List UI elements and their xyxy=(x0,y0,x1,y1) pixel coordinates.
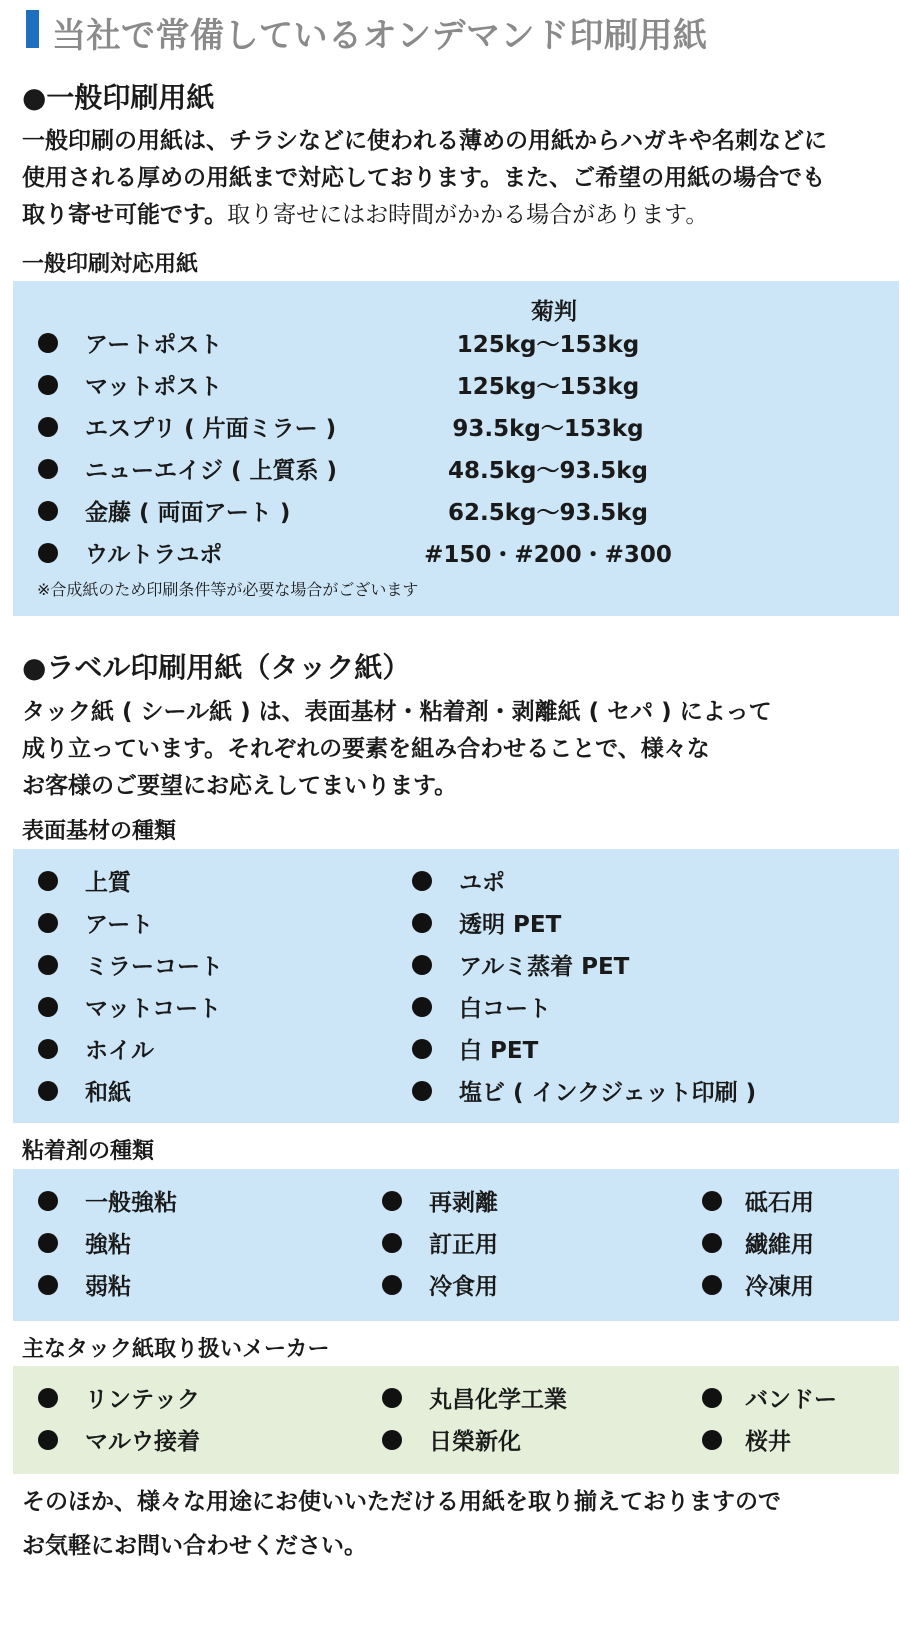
list-item-label: 塩ビ ( インクジェット印刷 ) xyxy=(459,1080,757,1106)
label-para-line-2: 成り立っています。それぞれの要素を組み合わせることで、様々な xyxy=(22,736,710,762)
list-item xyxy=(677,1225,897,1261)
paper-name: ウルトラユポ xyxy=(85,542,223,568)
general-para-line-3 xyxy=(22,197,827,234)
list-item xyxy=(387,1073,887,1109)
bullet-icon xyxy=(38,913,58,933)
bullet-icon xyxy=(412,997,432,1017)
bullet-icon xyxy=(702,1233,722,1253)
base-material-panel xyxy=(13,849,899,1123)
list-item-label: 冷食用 xyxy=(429,1274,498,1300)
paper-weight: 62.5kg〜93.5kg xyxy=(447,500,648,526)
list-item-label: 白コート xyxy=(459,996,551,1022)
list-item-label: マットコート xyxy=(85,996,222,1022)
paper-row xyxy=(13,493,899,529)
closing-line-2: お気軽にお問い合わせください。 xyxy=(22,1533,367,1559)
closing-line-1: そのほか、様々な用途にお使いいただける用紙を取り揃えておりますので xyxy=(22,1489,781,1515)
list-item-label: リンテック xyxy=(85,1387,200,1413)
bullet-icon xyxy=(382,1233,402,1253)
list-item-label: ミラーコート xyxy=(85,954,223,980)
bullet-icon xyxy=(38,955,58,975)
bullet-icon xyxy=(702,1388,722,1408)
bullet-icon xyxy=(412,871,432,891)
bullet-icon xyxy=(38,1039,58,1059)
bullet-icon xyxy=(38,1275,58,1295)
list-item-label: アルミ蒸着 PET xyxy=(459,954,630,980)
list-item-label: ホイル xyxy=(85,1038,154,1064)
paper-weight: 48.5kg〜93.5kg xyxy=(447,458,648,484)
list-item xyxy=(13,1422,343,1458)
bullet-icon xyxy=(702,1430,722,1450)
title-accent-bar xyxy=(26,10,39,48)
list-item-label: 丸昌化学工業 xyxy=(429,1387,567,1413)
label-paragraph xyxy=(22,694,772,805)
list-item-label: 白 PET xyxy=(459,1038,539,1064)
list-item-label: 砥石用 xyxy=(745,1190,814,1216)
list-item xyxy=(387,989,887,1025)
paper-row xyxy=(13,451,899,487)
general-para-line-2: 使用される厚めの用紙まで対応しております。また、ご希望の用紙の場合でも xyxy=(22,165,826,191)
paper-row xyxy=(13,367,899,403)
paper-weight: 125kg〜153kg xyxy=(456,332,640,358)
general-heading: ●一般印刷用紙 xyxy=(22,81,215,114)
bullet-icon xyxy=(38,375,58,395)
list-item xyxy=(357,1380,657,1416)
bullet-icon xyxy=(382,1191,402,1211)
base-material-title: 表面基材の種類 xyxy=(22,819,177,844)
list-item xyxy=(677,1183,897,1219)
list-item xyxy=(13,1183,343,1219)
list-item-label: 上質 xyxy=(85,870,131,896)
list-item xyxy=(387,863,887,899)
bullet-icon xyxy=(38,1388,58,1408)
paper-weight: 93.5kg〜153kg xyxy=(452,416,644,442)
list-item xyxy=(13,1380,343,1416)
list-item xyxy=(387,905,887,941)
bullet-icon xyxy=(38,501,58,521)
list-item xyxy=(357,1183,657,1219)
list-item-label: 強粘 xyxy=(85,1232,131,1258)
bullet-icon xyxy=(38,1081,58,1101)
general-para-line-3a: 取り寄せ可能です。 xyxy=(22,202,228,228)
paper-name: 金藤 ( 両面アート ) xyxy=(85,500,291,526)
closing-text xyxy=(22,1480,781,1568)
bullet-icon xyxy=(702,1275,722,1295)
paper-name: エスプリ ( 片面ミラー ) xyxy=(85,416,337,442)
list-item-label: ユポ xyxy=(459,870,505,896)
bullet-icon xyxy=(38,1233,58,1253)
list-item xyxy=(13,1267,343,1303)
bullet-icon xyxy=(412,1081,432,1101)
list-item xyxy=(677,1267,897,1303)
paper-row xyxy=(13,535,899,571)
list-item-label: 和紙 xyxy=(85,1080,131,1106)
bullet-icon xyxy=(38,871,58,891)
general-paragraph xyxy=(22,123,827,234)
bullet-icon xyxy=(38,543,58,563)
bullet-icon xyxy=(382,1388,402,1408)
list-item xyxy=(677,1422,897,1458)
list-item xyxy=(357,1225,657,1261)
bullet-icon xyxy=(702,1191,722,1211)
bullet-icon xyxy=(38,459,58,479)
general-para-line-1: 一般印刷の用紙は、チラシなどに使われる薄めの用紙からハガキや名刺などに xyxy=(22,128,827,154)
bullet-icon xyxy=(412,1039,432,1059)
list-item xyxy=(357,1422,657,1458)
list-item xyxy=(13,1225,343,1261)
paper-name: アートポスト xyxy=(85,332,223,358)
page-title: 当社で常備しているオンデマンド印刷用紙 xyxy=(52,16,708,56)
list-item-label: 桜井 xyxy=(745,1429,791,1455)
column-header: 菊判 xyxy=(531,299,577,325)
general-para-line-3b: 取り寄せにはお時間がかかる場合があります。 xyxy=(227,202,709,228)
bullet-icon xyxy=(412,913,432,933)
list-item xyxy=(387,1031,887,1067)
list-item-label: マルウ接着 xyxy=(85,1429,200,1455)
paper-name: マットポスト xyxy=(85,374,223,400)
bullet-icon xyxy=(382,1430,402,1450)
general-note: ※合成紙のため印刷条件等が必要な場合がございます xyxy=(37,580,419,599)
bullet-icon xyxy=(412,955,432,975)
list-item-label: 訂正用 xyxy=(429,1232,498,1258)
list-item-label: 一般強粘 xyxy=(85,1190,177,1216)
list-item-label: 日榮新化 xyxy=(429,1429,521,1455)
paper-row xyxy=(13,409,899,445)
general-paper-panel xyxy=(13,281,899,616)
list-item-label: 冷凍用 xyxy=(745,1274,814,1300)
bullet-icon xyxy=(38,1191,58,1211)
adhesive-panel xyxy=(13,1169,899,1321)
list-item xyxy=(357,1267,657,1303)
maker-panel xyxy=(13,1366,899,1474)
paper-weight: #150・#200・#300 xyxy=(424,542,672,568)
list-item-label: アート xyxy=(85,912,154,938)
paper-name: ニューエイジ ( 上質系 ) xyxy=(85,458,338,484)
paper-weight: 125kg〜153kg xyxy=(456,374,640,400)
label-para-line-1: タック紙 ( シール紙 ) は、表面基材・粘着剤・剥離紙 ( セパ ) によって xyxy=(22,699,772,725)
list-item xyxy=(387,947,887,983)
label-heading: ●ラベル印刷用紙（タック紙） xyxy=(22,651,411,684)
list-item-label: 弱粘 xyxy=(85,1274,131,1300)
label-para-line-3: お客様のご要望にお応えしてまいります。 xyxy=(22,773,458,799)
list-item-label: バンドー xyxy=(745,1387,837,1413)
list-item-label: 再剥離 xyxy=(429,1190,498,1216)
bullet-icon xyxy=(38,417,58,437)
bullet-icon xyxy=(38,333,58,353)
adhesive-title: 粘着剤の種類 xyxy=(22,1139,155,1164)
maker-title: 主なタック紙取り扱いメーカー xyxy=(22,1337,330,1362)
bullet-icon xyxy=(38,997,58,1017)
list-item-label: 繊維用 xyxy=(745,1232,814,1258)
general-table-title: 一般印刷対応用紙 xyxy=(22,252,199,277)
bullet-icon xyxy=(382,1275,402,1295)
list-item-label: 透明 PET xyxy=(459,912,562,938)
bullet-icon xyxy=(38,1430,58,1450)
list-item xyxy=(677,1380,897,1416)
paper-row xyxy=(13,325,899,361)
